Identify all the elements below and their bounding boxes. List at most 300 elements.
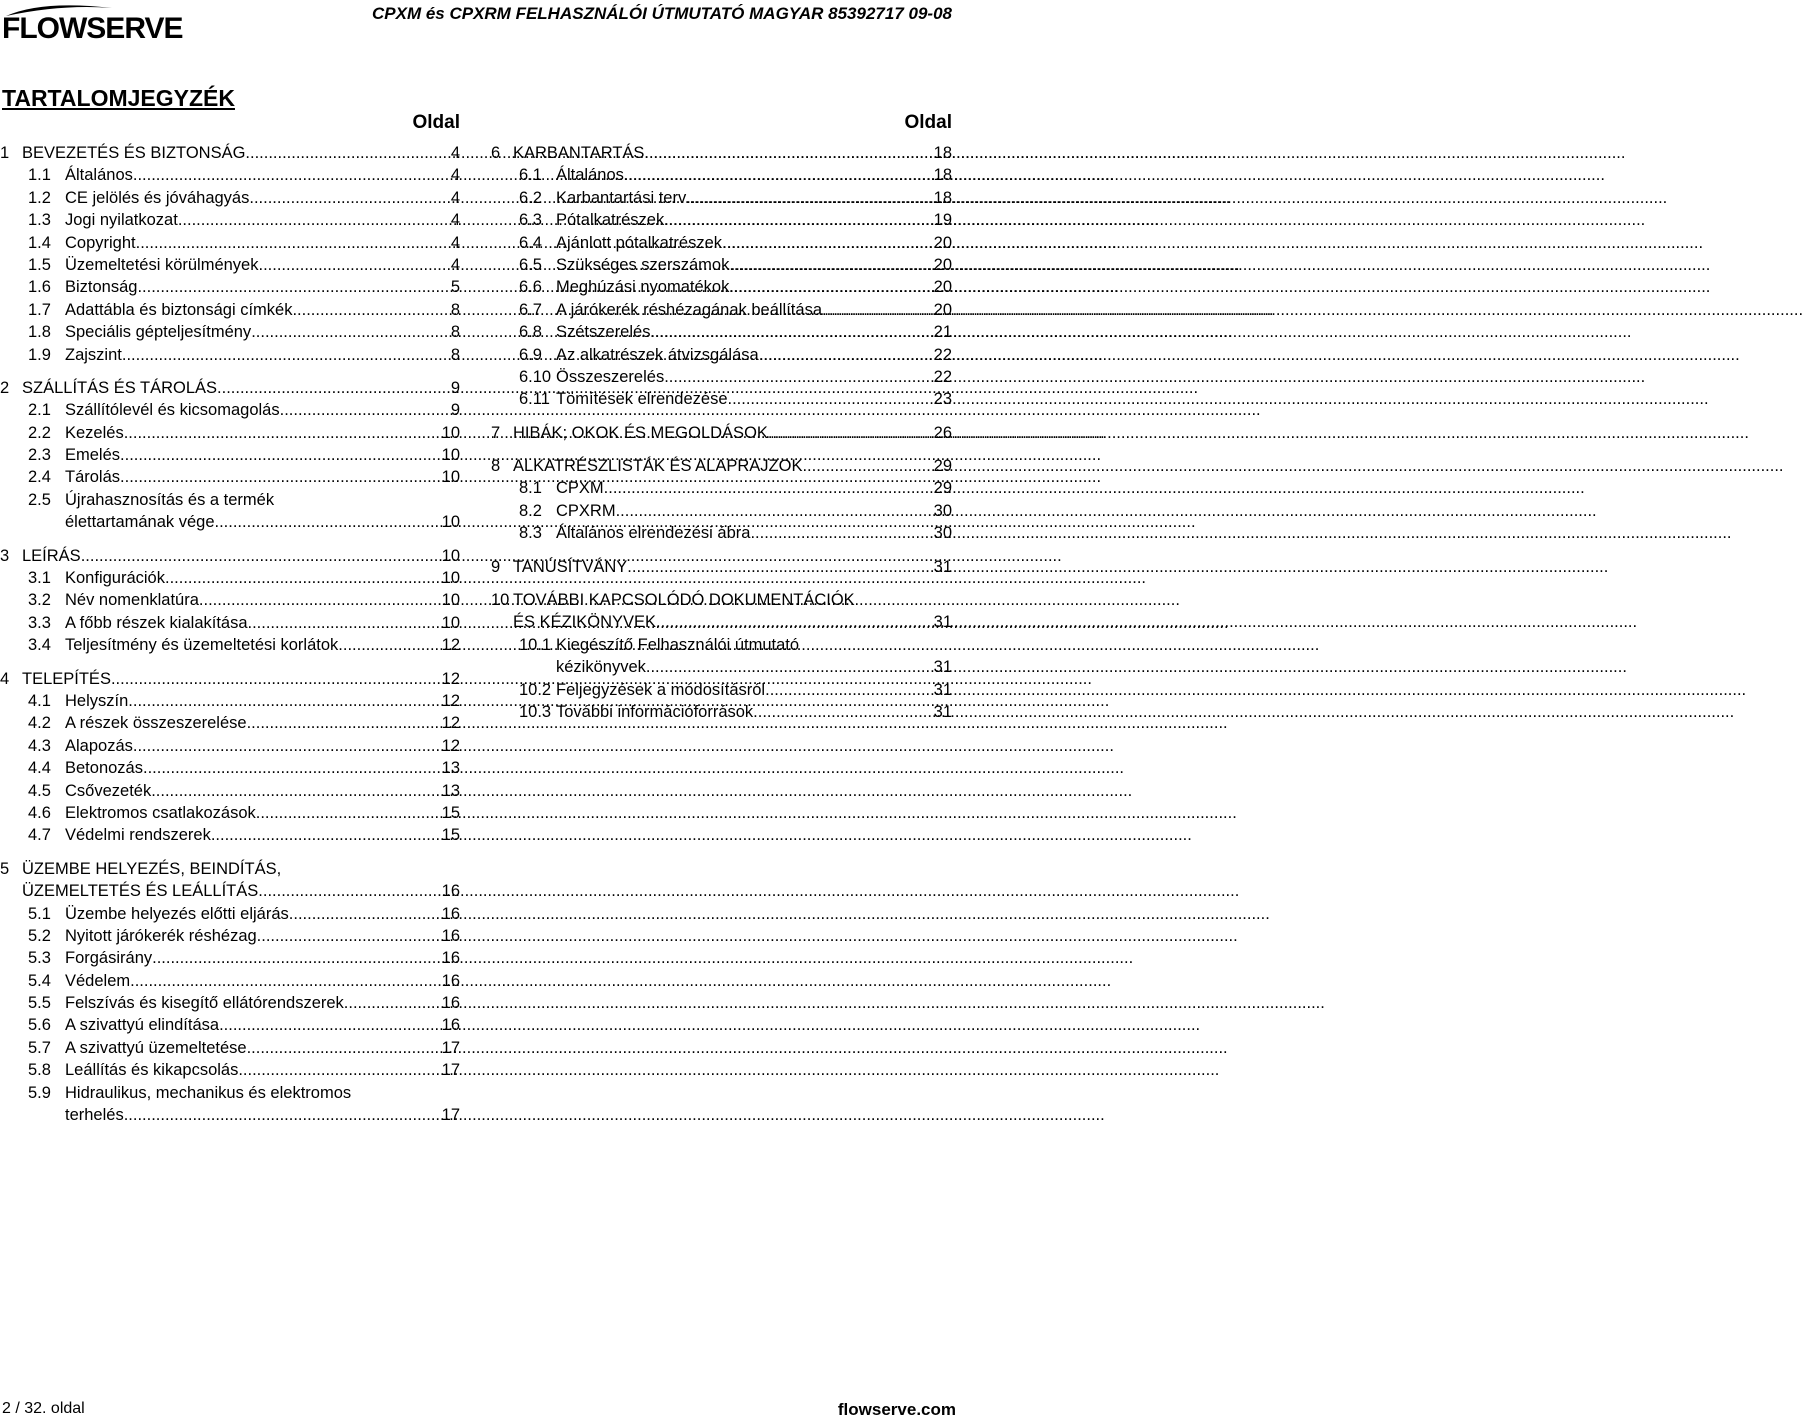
toc-section-gap <box>491 545 952 556</box>
toc-section-entry[interactable] <box>0 1037 460 1059</box>
toc-entry-page: 4 <box>450 144 460 162</box>
toc-entry-title-continued: ÉS KÉZIKÖNYVEK <box>513 613 657 632</box>
toc-entry-title: Az alkatrészek átvizsgálása <box>556 345 759 364</box>
toc-section-entry[interactable] <box>491 321 952 343</box>
toc-entry-title-continued: élettartamának vége <box>65 513 215 532</box>
toc-entry-page: 4 <box>450 166 460 185</box>
toc-entry-title: SZÁLLÍTÁS ÉS TÁROLÁS <box>22 378 218 397</box>
toc-entry-number: 1.8 <box>28 323 51 342</box>
toc-entry-page: 10 <box>441 591 460 610</box>
toc-entry-page: 19 <box>933 211 952 230</box>
toc-entry-title: Leállítás és kikapcsolás <box>65 1061 239 1080</box>
toc-dot-leader <box>247 1037 442 1059</box>
toc-entry-number: 2.5 <box>28 490 51 509</box>
toc-entry-number: 3.1 <box>28 569 51 588</box>
toc-chapter-entry[interactable] <box>0 668 460 690</box>
toc-dot-leader <box>248 612 442 634</box>
toc-entry-page: 21 <box>933 323 952 342</box>
toc-section-entry[interactable] <box>491 164 952 186</box>
toc-section-entry[interactable] <box>0 164 460 186</box>
toc-section-entry[interactable] <box>0 1014 460 1036</box>
toc-dot-leader <box>152 947 442 969</box>
toc-dot-leader <box>133 164 451 186</box>
toc-entry-page: 31 <box>933 658 952 677</box>
toc-section-entry[interactable] <box>0 903 460 925</box>
toc-entry-number: 4 <box>0 669 10 688</box>
toc-section-entry[interactable] <box>491 366 952 388</box>
toc-section-entry[interactable] <box>0 466 460 488</box>
page-column-label: Oldal <box>904 112 952 133</box>
toc-dot-leader <box>280 399 451 421</box>
toc-entry-title: Kezelés <box>65 423 124 442</box>
toc-entry-page: 16 <box>441 994 460 1013</box>
toc-entry-number: 5.4 <box>28 971 51 990</box>
toc-entry-number: 6.3 <box>519 211 542 230</box>
toc-entry-title: A főbb részek kialakítása <box>65 613 248 632</box>
toc-section-entry[interactable] <box>491 634 952 656</box>
toc-entry-number: 8.3 <box>519 524 542 543</box>
toc-entry-title: Helyszín <box>65 691 129 710</box>
toc-chapter-entry[interactable] <box>0 142 460 164</box>
toc-section-entry[interactable] <box>491 276 952 298</box>
toc-entry-title: LEÍRÁS <box>22 546 81 565</box>
toc-dot-leader <box>258 880 441 902</box>
toc-entry-number: 2.3 <box>28 446 51 465</box>
toc-dot-leader <box>249 187 450 209</box>
toc-entry-title: Szállítólevél és kicsomagolás <box>65 401 280 420</box>
toc-section-entry[interactable] <box>491 299 952 321</box>
toc-entry-number: 6.4 <box>519 233 542 252</box>
toc-dot-leader <box>120 444 442 466</box>
toc-entry-title: ALKATRÉSZLISTÁK ÉS ALAPRAJZOK <box>513 457 803 476</box>
toc-chapter-entry[interactable] <box>491 455 952 477</box>
toc-entry-number: 10.1 <box>519 635 552 654</box>
toc-entry-title: A részek összeszerelése <box>65 714 247 733</box>
toc-entry-number: 5.5 <box>28 994 51 1013</box>
toc-entry-number: 3.4 <box>28 636 51 655</box>
toc-dot-leader <box>130 970 442 992</box>
toc-entry-number: 5.8 <box>28 1061 51 1080</box>
toc-entry-page: 18 <box>933 144 952 162</box>
toc-entry-page: 10 <box>441 446 460 465</box>
toc-dot-leader <box>802 455 933 477</box>
toc-dot-leader <box>750 522 933 544</box>
toc-entry-title: Üzemeltetési körülmények <box>65 255 259 274</box>
toc-entry-page: 15 <box>441 826 460 845</box>
toc-dot-leader <box>251 321 451 343</box>
toc-entry-title: Karbantartási terv <box>556 188 687 207</box>
document-header-title: CPXM és CPXRM FELHASZNÁLÓI ÚTMUTATÓ MAGYAR 85392717 09-08 <box>371 4 952 23</box>
toc-entry-number: 6.10 <box>519 367 552 386</box>
toc-entry-number: 1.2 <box>28 188 51 207</box>
toc-dot-leader <box>133 735 442 757</box>
toc-entry-title: Zajszint <box>65 345 122 364</box>
toc-section-entry[interactable] <box>491 254 952 276</box>
toc-entry-continuation[interactable] <box>0 1104 460 1126</box>
toc-dot-leader <box>664 366 933 388</box>
toc-dot-leader <box>211 824 442 846</box>
toc-dot-leader <box>729 254 933 276</box>
website-link[interactable]: flowserve.com <box>837 1400 956 1419</box>
toc-entry-page: 12 <box>441 691 460 710</box>
toc-chapter-entry[interactable] <box>491 142 952 164</box>
toc-entry-number: 4.5 <box>28 781 51 800</box>
toc-entry-title: KARBANTARTÁS <box>513 144 645 162</box>
toc-entry-continuation[interactable] <box>491 611 952 633</box>
toc-entry-number: 6.7 <box>519 300 542 319</box>
toc-entry-number: 2 <box>0 378 10 397</box>
toc-entry-title: Üzembe helyezés előtti eljárás <box>65 904 289 923</box>
toc-entry-number: 6.1 <box>519 166 542 185</box>
toc-entry-number: 4.7 <box>28 826 51 845</box>
toc-entry-title: Szétszerelés <box>556 323 651 342</box>
toc-dot-leader <box>245 142 450 164</box>
toc-entry-number: 1.9 <box>28 345 51 364</box>
toc-dot-leader <box>627 556 933 578</box>
toc-dot-leader <box>143 757 442 779</box>
toc-entry-number: 2.1 <box>28 401 51 420</box>
toc-entry-page: 12 <box>441 636 460 655</box>
toc-entry-number: 1 <box>0 144 10 162</box>
toc-entry-page: 18 <box>933 166 952 185</box>
toc-chapter-entry[interactable] <box>491 589 952 611</box>
toc-entry-number: 1.4 <box>28 233 51 252</box>
toc-dot-leader <box>644 142 933 164</box>
toc-section-entry[interactable] <box>0 634 460 656</box>
toc-dot-leader <box>124 422 442 444</box>
toc-section-entry[interactable] <box>0 612 460 634</box>
toc-chapter-entry[interactable] <box>0 545 460 567</box>
toc-section-gap <box>491 444 952 455</box>
toc-entry-number: 6.6 <box>519 278 542 297</box>
toc-section-entry[interactable] <box>0 567 460 589</box>
toc-entry-title-continued: terhelés <box>65 1106 124 1125</box>
toc-entry-number: 5.9 <box>28 1083 51 1102</box>
toc-dot-leader <box>338 634 441 656</box>
toc-entry-page: 16 <box>441 971 460 990</box>
toc-right-column <box>491 110 952 723</box>
toc-entry-title: Név nomenklatúra <box>65 591 199 610</box>
toc-entry-page: 15 <box>441 803 460 822</box>
toc-dot-leader <box>650 321 933 343</box>
toc-entry-title: Tárolás <box>65 468 121 487</box>
toc-entry-page: 10 <box>441 546 460 565</box>
toc-section-gap <box>491 578 952 589</box>
toc-entry-title-continued: kézikönyvek <box>556 658 646 677</box>
toc-dot-leader <box>136 232 451 254</box>
toc-entry-page: 8 <box>450 323 460 342</box>
toc-entry-title: Hidraulikus, mechanikus és elektromos <box>65 1083 352 1102</box>
toc-section-entry[interactable] <box>0 824 460 846</box>
toc-section-entry[interactable] <box>0 970 460 992</box>
toc-entry-title: Forgásirány <box>65 949 153 968</box>
toc-dot-leader <box>728 388 934 410</box>
toc-section-gap <box>491 411 952 422</box>
toc-section-entry[interactable] <box>0 254 460 276</box>
toc-entry-title: Speciális gépteljesítmény <box>65 323 252 342</box>
toc-entry-page: 30 <box>933 501 952 520</box>
toc-entry-number: 5.1 <box>28 904 51 923</box>
toc-entry-page: 22 <box>933 345 952 364</box>
toc-entry-title: CPXRM <box>556 501 616 520</box>
toc-entry-number: 8.1 <box>519 479 542 498</box>
toc-entry-page: 29 <box>933 479 952 498</box>
toc-entry-page: 20 <box>933 255 952 274</box>
toc-dot-leader <box>178 209 451 231</box>
toc-dot-leader <box>289 903 442 925</box>
toc-section-entry[interactable] <box>0 992 460 1014</box>
toc-section-entry[interactable] <box>0 299 460 321</box>
toc-entry-title: Védelem <box>65 971 131 990</box>
toc-section-entry[interactable] <box>491 344 952 366</box>
toc-entry-title: ÜZEMBE HELYEZÉS, BEINDÍTÁS, <box>22 859 282 878</box>
toc-entry-title: Jogi nyilatkozat <box>65 211 178 230</box>
toc-entry-page: 5 <box>450 278 460 297</box>
toc-dot-leader <box>292 299 450 321</box>
toc-dot-leader <box>624 164 934 186</box>
toc-dot-leader <box>215 511 442 533</box>
toc-section-entry[interactable] <box>0 802 460 824</box>
toc-section-gap <box>0 366 460 377</box>
toc-entry-title: HIBÁK; OKOK ÉS MEGOLDÁSOK <box>513 423 768 442</box>
toc-chapter-entry[interactable] <box>491 422 952 444</box>
toc-entry-number: 7 <box>491 423 501 442</box>
toc-entry-continuation[interactable] <box>0 511 460 533</box>
toc-entry-page: 8 <box>450 345 460 364</box>
toc-entry-title: Emelés <box>65 446 121 465</box>
toc-entry-title: Szükséges szerszámok <box>556 255 730 274</box>
toc-section-entry[interactable] <box>491 187 952 209</box>
toc-title: TARTALOMJEGYZÉK <box>2 85 235 111</box>
toc-entry-continuation[interactable] <box>0 880 460 902</box>
toc-section-entry[interactable] <box>491 679 952 701</box>
toc-dot-leader <box>344 992 442 1014</box>
toc-entry-title: Általános <box>65 166 133 185</box>
toc-dot-leader <box>256 802 442 824</box>
toc-entry-title: CE jelölés és jóváhagyás <box>65 188 250 207</box>
toc-entry-title: Összeszerelés <box>556 367 665 386</box>
toc-entry-title: TOVÁBBI KAPCSOLÓDÓ DOKUMENTÁCIÓK <box>513 591 855 610</box>
toc-entry-page: 26 <box>933 423 952 442</box>
toc-dot-leader <box>616 500 934 522</box>
toc-dot-leader <box>247 712 442 734</box>
toc-dot-leader <box>81 545 442 567</box>
toc-entry-page: 8 <box>450 300 460 319</box>
toc-entry-number: 6.8 <box>519 323 542 342</box>
toc-entry-title: Kiegészítő Felhasználói útmutató <box>556 635 800 654</box>
toc-entry-number: 10.2 <box>519 680 552 699</box>
toc-entry-title: Csővezeték <box>65 781 152 800</box>
toc-entry-title: Tömítések elrendezése <box>556 390 728 409</box>
toc-entry-number: 1.3 <box>28 211 51 230</box>
toc-entry-page: 31 <box>933 613 952 632</box>
toc-section-entry[interactable] <box>491 500 952 522</box>
toc-section-entry[interactable] <box>0 276 460 298</box>
toc-dot-leader <box>124 1104 442 1126</box>
toc-section-entry[interactable] <box>491 388 952 410</box>
toc-entry-title: Adattábla és biztonsági címkék <box>65 300 293 319</box>
toc-entry-title: Copyright <box>65 233 136 252</box>
toc-dot-leader <box>257 925 442 947</box>
toc-section-gap <box>0 657 460 668</box>
toc-entry-page: 10 <box>441 468 460 487</box>
toc-dot-leader <box>238 1059 441 1081</box>
toc-entry-title: TELEPÍTÉS <box>22 669 111 688</box>
toc-section-entry[interactable] <box>491 209 952 231</box>
toc-dot-leader <box>604 477 934 499</box>
toc-entry-number: 10.3 <box>519 702 552 721</box>
toc-left-column <box>0 110 460 1126</box>
toc-section-entry[interactable] <box>0 925 460 947</box>
toc-entry-number: 6.9 <box>519 345 542 364</box>
toc-entry-title: Feljegyzések a módosításról <box>556 680 766 699</box>
toc-entry-number: 6 <box>491 144 501 162</box>
toc-section-entry[interactable] <box>491 701 952 723</box>
toc-section-entry[interactable] <box>0 690 460 712</box>
toc-entry-page: 4 <box>450 233 460 252</box>
toc-dot-leader <box>729 276 933 298</box>
toc-section-entry[interactable] <box>0 757 460 779</box>
toc-section-entry[interactable] <box>0 444 460 466</box>
toc-entry-page: 10 <box>441 613 460 632</box>
toc-section-entry[interactable] <box>0 232 460 254</box>
toc-entry-page: 16 <box>441 882 460 901</box>
toc-dot-leader <box>822 299 934 321</box>
toc-entry-page: 9 <box>450 401 460 420</box>
toc-dot-leader <box>217 377 451 399</box>
toc-dot-leader <box>128 690 441 712</box>
toc-dot-leader <box>259 254 451 276</box>
toc-entry-number: 4.2 <box>28 714 51 733</box>
toc-entry-title: A járókerék réshézagának beállítása <box>556 300 822 319</box>
toc-entry-page: 4 <box>450 188 460 207</box>
toc-entry-title: Betonozás <box>65 759 143 778</box>
toc-section-entry[interactable] <box>0 187 460 209</box>
toc-entry-page: 17 <box>441 1106 460 1125</box>
toc-entry-number: 1.5 <box>28 255 51 274</box>
toc-dot-leader <box>686 187 933 209</box>
toc-section-entry[interactable] <box>0 712 460 734</box>
toc-entry-title: BEVEZETÉS ÉS BIZTONSÁG <box>22 144 246 162</box>
toc-entry-page: 31 <box>933 680 952 699</box>
toc-entry-number: 3.3 <box>28 613 51 632</box>
toc-section-entry[interactable] <box>0 947 460 969</box>
toc-section-gap <box>0 534 460 545</box>
toc-entry-title: Nyitott járókerék réshézag <box>65 926 257 945</box>
toc-entry-number: 1.7 <box>28 300 51 319</box>
toc-entry-title: Védelmi rendszerek <box>65 826 211 845</box>
toc-entry-number: 3.2 <box>28 591 51 610</box>
toc-section-entry[interactable] <box>0 344 460 366</box>
toc-entry-title: Pótalkatrészek <box>556 211 665 230</box>
toc-dot-leader <box>759 344 934 366</box>
toc-dot-leader <box>122 344 451 366</box>
toc-entry-title: Általános elrendezési ábra <box>556 524 751 543</box>
toc-entry-number: 5.6 <box>28 1016 51 1035</box>
toc-entry-page: 12 <box>441 714 460 733</box>
toc-entry-number: 6.11 <box>519 390 550 409</box>
toc-section-gap <box>0 847 460 858</box>
toc-entry-page: 10 <box>441 423 460 442</box>
toc-entry-title-continued: ÜZEMELTETÉS ÉS LEÁLLÍTÁS <box>22 882 259 901</box>
toc-entry-number: 5.2 <box>28 926 51 945</box>
toc-entry-page: 9 <box>450 378 460 397</box>
toc-section-entry[interactable] <box>0 1082 460 1104</box>
toc-entry-page: 12 <box>441 736 460 755</box>
toc-chapter-entry[interactable] <box>0 377 460 399</box>
toc-section-entry[interactable] <box>491 477 952 499</box>
toc-entry-page: 17 <box>441 1038 460 1057</box>
toc-chapter-entry[interactable] <box>491 556 952 578</box>
toc-section-entry[interactable] <box>0 589 460 611</box>
toc-dot-leader <box>151 780 441 802</box>
toc-section-entry[interactable] <box>0 422 460 444</box>
toc-section-entry[interactable] <box>0 209 460 231</box>
toc-section-entry[interactable] <box>0 735 460 757</box>
toc-section-entry[interactable] <box>0 780 460 802</box>
toc-entry-number: 2.2 <box>28 423 51 442</box>
toc-section-entry[interactable] <box>491 522 952 544</box>
toc-entry-number: 9 <box>491 557 501 576</box>
toc-entry-page: 12 <box>441 669 460 688</box>
toc-entry-title: Felszívás és kisegítő ellátórendszerek <box>65 994 344 1013</box>
toc-entry-number: 5.7 <box>28 1038 51 1057</box>
toc-entry-page: 16 <box>441 949 460 968</box>
toc-dot-leader <box>120 466 442 488</box>
toc-section-entry[interactable] <box>0 489 460 511</box>
page-number: 2 / 32. oldal <box>2 1400 85 1417</box>
toc-entry-title: Ajánlott pótalkatrészek <box>556 233 723 252</box>
toc-entry-page: 10 <box>441 513 460 532</box>
toc-entry-number: 4.4 <box>28 759 51 778</box>
toc-entry-page: 13 <box>441 759 460 778</box>
toc-dot-leader <box>664 209 933 231</box>
toc-chapter-entry[interactable] <box>0 858 460 880</box>
page-column-label: Oldal <box>412 112 460 133</box>
flowserve-logo <box>2 2 183 52</box>
toc-entry-number: 8 <box>491 457 501 476</box>
toc-section-entry[interactable] <box>0 1059 460 1081</box>
toc-entry-title: A szivattyú elindítása <box>65 1016 220 1035</box>
toc-section-entry[interactable] <box>491 232 952 254</box>
toc-entry-page: 16 <box>441 1016 460 1035</box>
toc-entry-title: Biztonság <box>65 278 138 297</box>
toc-entry-page: 4 <box>450 255 460 274</box>
toc-entry-title: Teljesítmény és üzemeltetési korlátok <box>65 636 339 655</box>
toc-entry-title: Újrahasznosítás és a termék <box>65 490 275 509</box>
toc-entry-title: Elektromos csatlakozások <box>65 803 256 822</box>
toc-entry-number: 6.5 <box>519 255 542 274</box>
toc-dot-leader <box>219 1014 442 1036</box>
toc-entry-number: 1.6 <box>28 278 51 297</box>
toc-entry-page: 31 <box>933 557 952 576</box>
toc-dot-leader <box>722 232 934 254</box>
toc-entry-number: 6.2 <box>519 188 542 207</box>
toc-entry-page: 18 <box>933 188 952 207</box>
toc-dot-leader <box>199 589 442 611</box>
toc-entry-page: 16 <box>441 926 460 945</box>
toc-dot-leader <box>656 611 934 633</box>
toc-entry-number: 1.1 <box>28 166 51 185</box>
toc-entry-title: A szivattyú üzemeltetése <box>65 1038 247 1057</box>
toc-section-entry[interactable] <box>0 321 460 343</box>
toc-entry-page: 29 <box>933 457 952 476</box>
toc-entry-continuation[interactable] <box>491 656 952 678</box>
toc-entry-number: 4.6 <box>28 803 51 822</box>
toc-entry-title: További információforrások <box>556 702 754 721</box>
toc-section-entry[interactable] <box>0 399 460 421</box>
toc-dot-leader <box>753 701 933 723</box>
